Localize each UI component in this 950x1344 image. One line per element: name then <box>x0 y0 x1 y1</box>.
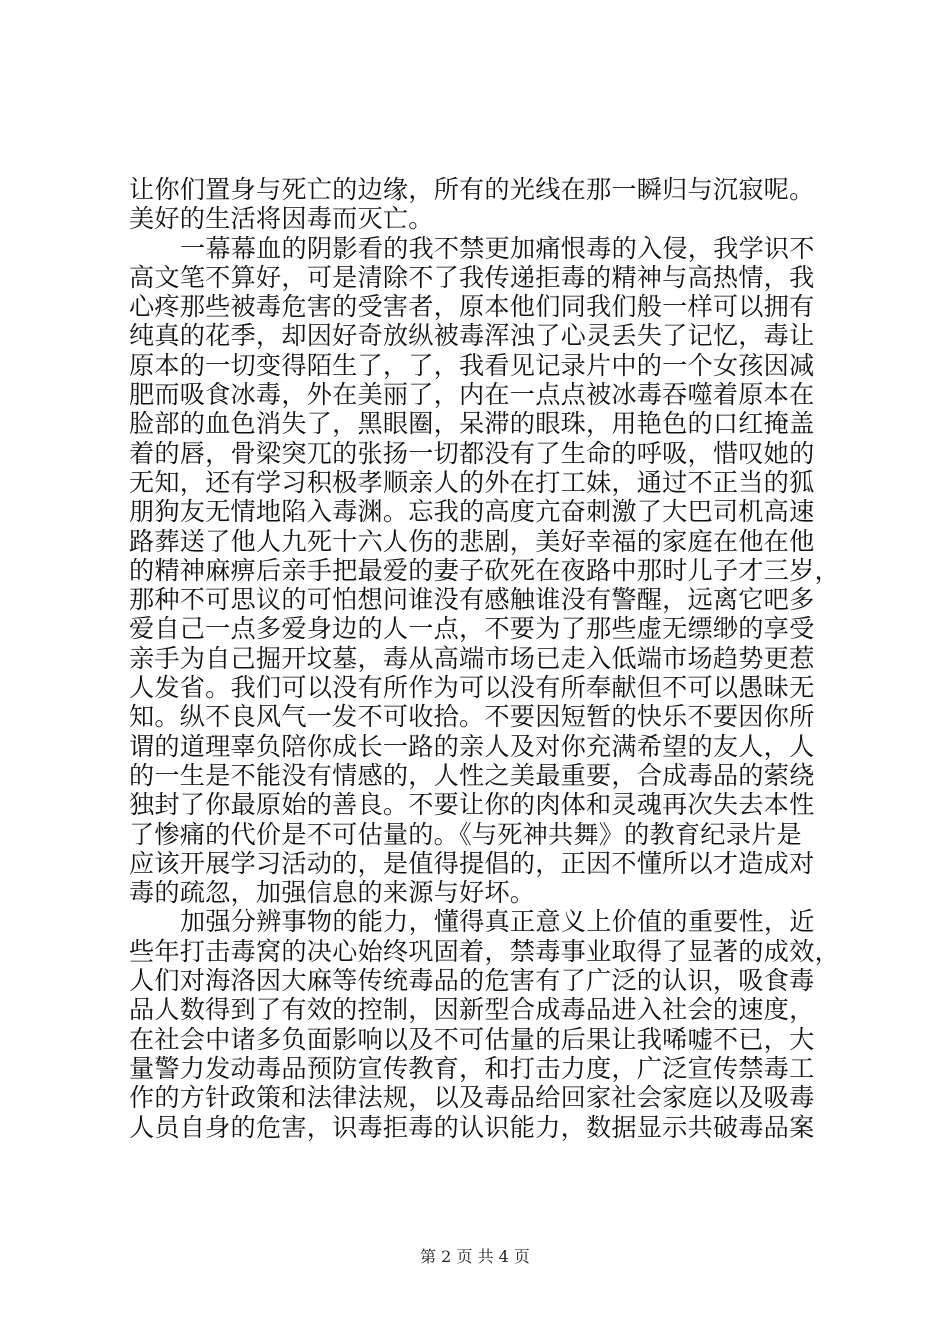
text-line: 美好的生活将因毒而灭亡。 <box>129 204 434 234</box>
text-line: 朋狗友无情地陷入毒渊。忘我的高度亢奋刺激了大巴司机高速 <box>129 497 815 527</box>
text-line: 的精神麻痹后亲手把最爱的妻子砍死在夜路中那时儿子才三岁， <box>129 555 840 585</box>
text-line: 在社会中诸多负面影响以及不可估量的后果让我唏嘘不已，大 <box>129 1024 815 1054</box>
text-line: 脸部的血色消失了，黑眼圈，呆滞的眼珠，用艳色的口红掩盖 <box>129 409 815 439</box>
text-line: 人发省。我们可以没有所作为可以没有所奉献但不可以愚昧无 <box>129 673 815 703</box>
text-line: 让你们置身与死亡的边缘，所有的光线在那一瞬归与沉寂呢。 <box>129 175 815 204</box>
text-line: 作的方针政策和法律法规，以及毒品给回家社会家庭以及吸毒 <box>129 1083 815 1113</box>
text-line: 些年打击毒窝的决心始终巩固着，禁毒事业取得了显著的成效， <box>129 936 840 966</box>
text-line: 谓的道理辜负陪你成长一路的亲人及对你充满希望的友人，人 <box>129 731 815 761</box>
text-line: 品人数得到了有效的控制，因新型合成毒品进入社会的速度， <box>129 995 815 1025</box>
text-line: 纯真的花季，却因好奇放纵被毒浑浊了心灵丢失了记忆，毒让 <box>129 321 815 351</box>
text-line: 了惨痛的代价是不可估量的。《与死神共舞》的教育纪录片是 <box>129 819 802 849</box>
text-line: 应该开展学习活动的，是值得提倡的，正因不懂所以才造成对 <box>129 848 815 878</box>
text-line: 那种不可思议的可怕想问谁没有感触谁没有警醒，远离它吧多 <box>129 585 815 615</box>
text-line: 独封了你最原始的善良。不要让你的肉体和灵魂再次失去本性 <box>129 790 815 820</box>
text-line: 加强分辨事物的能力，懂得真正意义上价值的重要性，近 <box>180 907 815 937</box>
text-line: 毒的疏忽，加强信息的来源与好坏。 <box>129 878 536 908</box>
text-line: 高文笔不算好，可是清除不了我传递拒毒的精神与高热情，我 <box>129 262 815 292</box>
text-line: 爱自己一点多爱身边的人一点，不要为了那些虚无缥缈的享受 <box>129 614 815 644</box>
text-line: 量警力发动毒品预防宣传教育，和打击力度，广泛宣传禁毒工 <box>129 1053 815 1083</box>
text-line: 一幕幕血的阴影看的我不禁更加痛恨毒的入侵，我学识不 <box>180 233 815 263</box>
text-line: 的一生是不能没有情感的，人性之美最重要，合成毒品的萦绕 <box>129 760 815 790</box>
text-line: 无知，还有学习积极孝顺亲人的外在打工妹，通过不正当的狐 <box>129 467 815 497</box>
text-line: 人们对海洛因大麻等传统毒品的危害有了广泛的认识，吸食毒 <box>129 966 815 996</box>
text-line: 路葬送了他人九死十六人伤的悲剧，美好幸福的家庭在他在他 <box>129 526 815 556</box>
text-line: 原本的一切变得陌生了，了，我看见记录片中的一个女孩因减 <box>129 350 815 380</box>
text-line: 知。纵不良风气一发不可收拾。不要因短暂的快乐不要因你所 <box>129 702 815 732</box>
body-text <box>129 175 840 1142</box>
text-line: 着的唇，骨梁突兀的张扬一切都没有了生命的呼吸，惜叹她的 <box>129 438 815 468</box>
page-number-footer: 第 2 页 共 4 页 <box>420 1247 530 1266</box>
text-line: 亲手为自己掘开坟墓，毒从高端市场已走入低端市场趋势更惹 <box>129 643 815 673</box>
text-line: 人员自身的危害，识毒拒毒的认识能力，数据显示共破毒品案 <box>129 1112 815 1142</box>
text-line: 心疼那些被毒危害的受害者，原本他们同我们般一样可以拥有 <box>129 292 815 322</box>
text-line: 肥而吸食冰毒，外在美丽了，内在一点点被冰毒吞噬着原本在 <box>129 380 815 410</box>
